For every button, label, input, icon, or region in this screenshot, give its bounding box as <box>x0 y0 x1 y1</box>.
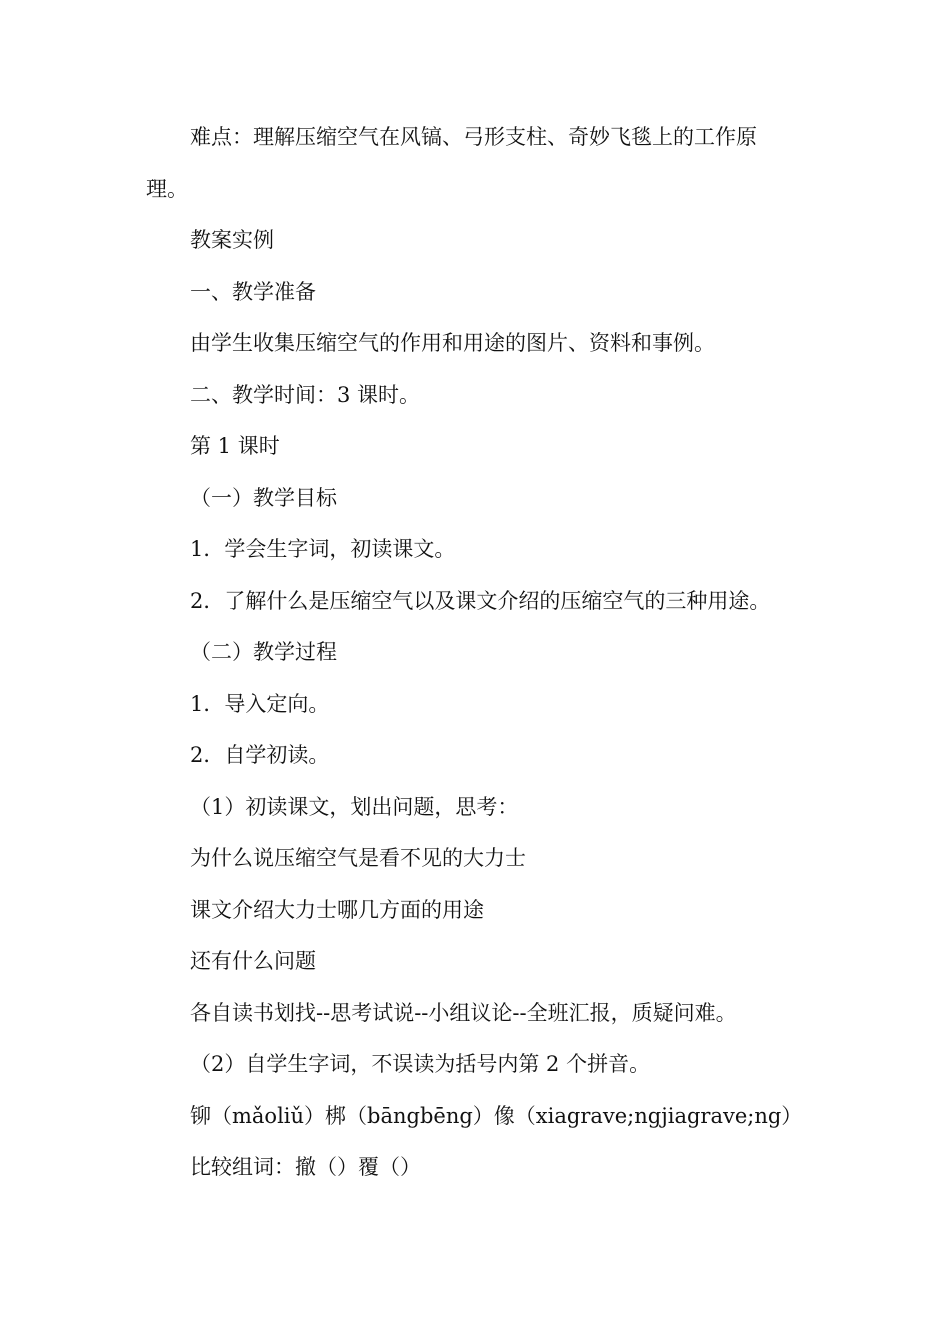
lesson-heading: 第 1 课时 <box>190 434 280 458</box>
section-heading-time: 二、教学时间：3 课时。 <box>190 382 421 407</box>
process-item-1: 1．导入定向。 <box>190 691 330 716</box>
objective-item-1: 1．学会生字词，初读课文。 <box>190 537 456 561</box>
section-heading-lesson-example: 教案实例 <box>190 228 274 252</box>
section-heading-preparation: 一、教学准备 <box>190 279 316 304</box>
objective-item-2: 2．了解什么是压缩空气以及课文介绍的压缩空气的三种用途。 <box>190 588 771 613</box>
paragraph-activity-flow: 各自读书划找--思考试说--小组议论--全班汇报，质疑问难。 <box>190 1000 737 1025</box>
word-compare-line: 比较组词：撤（）覆（） <box>190 1155 421 1179</box>
question-2: 课文介绍大力士哪几方面的用途 <box>190 897 484 922</box>
document-body <box>0 112 950 1194</box>
paragraph-difficulty: 难点：理解压缩空气在风镐、弓形支柱、奇妙飞毯上的工作原 <box>190 125 757 149</box>
paragraph-difficulty-continued: 理。 <box>146 176 188 201</box>
process-item-2: 2．自学初读。 <box>190 743 330 767</box>
process-step-2: （2）自学生字词，不误读为括号内第 2 个拼音。 <box>190 1052 651 1076</box>
pinyin-line: 铆（mǎoliǔ）梆（bāngbēng）像（xiagrave;ngjiagrave;ng） <box>190 1103 803 1128</box>
paragraph-preparation: 由学生收集压缩空气的作用和用途的图片、资料和事例。 <box>190 331 715 355</box>
subheading-process: （二）教学过程 <box>190 640 337 664</box>
process-step-1: （1）初读课文，划出问题，思考： <box>190 794 519 819</box>
question-1: 为什么说压缩空气是看不见的大力士 <box>190 846 526 870</box>
question-3: 还有什么问题 <box>190 949 316 973</box>
subheading-objectives: （一）教学目标 <box>190 485 337 510</box>
